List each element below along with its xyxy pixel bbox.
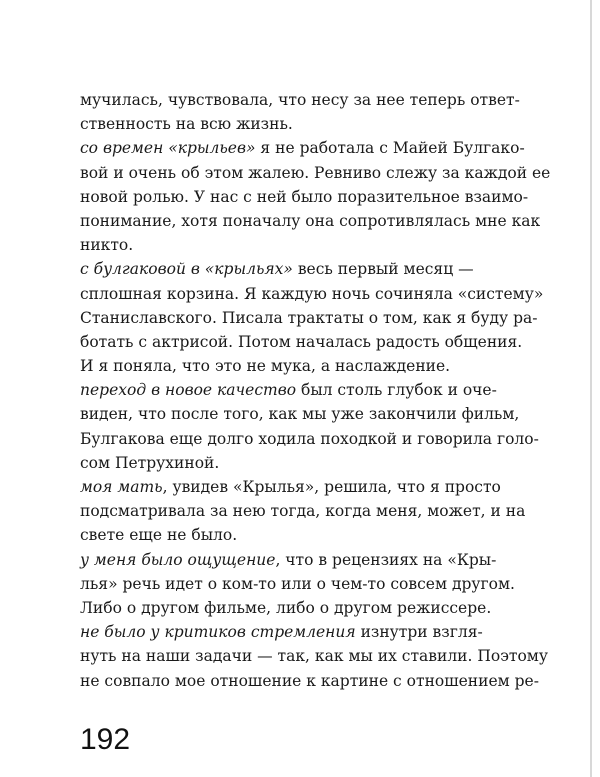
italic-lead-phrase: со времен «крыльев» bbox=[80, 139, 256, 158]
line-text: ственность на всю жизнь. bbox=[80, 115, 293, 134]
italic-lead-phrase: с булгаковой в «крыльях» bbox=[80, 260, 293, 279]
italic-lead-phrase: у меня было ощущение bbox=[80, 550, 276, 569]
text-line bbox=[80, 185, 529, 209]
text-line bbox=[80, 354, 510, 378]
line-text: Булгакова еще долго ходила походкой и говорила голо- bbox=[80, 429, 539, 448]
line-text: , увидев «Крылья», решила, что я просто bbox=[162, 478, 501, 496]
line-text: весь первый месяц — bbox=[292, 260, 474, 279]
text-line bbox=[80, 306, 538, 330]
text-line bbox=[80, 596, 510, 620]
text-line bbox=[80, 669, 539, 693]
line-text: был столь глубок и оче- bbox=[296, 381, 497, 400]
text-line bbox=[80, 88, 520, 112]
line-text: , что в рецензиях на «Кры- bbox=[275, 550, 497, 569]
text-line bbox=[80, 427, 539, 451]
text-line bbox=[80, 282, 544, 306]
italic-lead-phrase: моя мать bbox=[80, 478, 163, 496]
text-line bbox=[80, 378, 510, 402]
line-text: вой и очень об этом жалею. Ревниво слежу за каждой ее bbox=[80, 163, 551, 182]
line-text: подсматривала за нею тогда, когда меня, может, и на bbox=[80, 502, 526, 521]
line-text: изнутри взгля- bbox=[355, 623, 483, 642]
text-line bbox=[80, 209, 541, 233]
line-text: И я поняла, что это не мука, а наслаждение. bbox=[80, 357, 451, 376]
text-line bbox=[80, 475, 510, 499]
text-line bbox=[80, 548, 510, 572]
line-text: мучилась, чувствовала, что несу за нее теперь ответ- bbox=[80, 91, 520, 109]
line-text: виден, что после того, как мы уже закончили фильм, bbox=[80, 405, 520, 424]
text-line bbox=[80, 136, 525, 160]
line-text: я не работала с Майей Булгако- bbox=[255, 139, 525, 158]
text-line bbox=[80, 112, 510, 136]
line-text: понимание, хотя поначалу она сопротивлялась мне как bbox=[80, 211, 541, 230]
line-text: Станиславского. Писала трактаты о том, как я буду ра- bbox=[80, 308, 538, 327]
body-text bbox=[80, 88, 551, 693]
line-text: лья» речь идет о ком-то или о чем-то совсем другом. bbox=[80, 574, 515, 593]
line-text: свете еще не было. bbox=[80, 526, 238, 545]
line-text: нуть на наши задачи — так, как мы их ставили. Поэтому bbox=[80, 647, 548, 666]
text-line bbox=[80, 161, 551, 185]
line-text: не совпало мое отношение к картине с отношением ре- bbox=[80, 671, 539, 690]
line-text: новой ролью. У нас с ней было поразительное взаимо- bbox=[80, 187, 529, 206]
page-number: 192 bbox=[80, 723, 131, 756]
text-line bbox=[80, 330, 523, 354]
text-line bbox=[80, 572, 515, 596]
text-line bbox=[80, 233, 510, 257]
line-text: сом Петрухиной. bbox=[80, 453, 220, 472]
text-line bbox=[80, 257, 510, 281]
text-line bbox=[80, 402, 520, 426]
line-text: ботать с актрисой. Потом началась радость общения. bbox=[80, 332, 523, 351]
text-line bbox=[80, 451, 510, 475]
line-text: Либо о другом фильме, либо о другом режиссере. bbox=[80, 598, 492, 617]
italic-lead-phrase: не было у критиков стремления bbox=[80, 623, 356, 642]
text-line bbox=[80, 499, 526, 523]
text-line bbox=[80, 620, 510, 644]
line-text: никто. bbox=[80, 236, 134, 255]
text-line bbox=[80, 523, 510, 547]
line-text: сплошная корзина. Я каждую ночь сочиняла «систему» bbox=[80, 284, 544, 303]
italic-lead-phrase: переход в новое качество bbox=[80, 381, 297, 400]
text-line bbox=[80, 644, 548, 668]
